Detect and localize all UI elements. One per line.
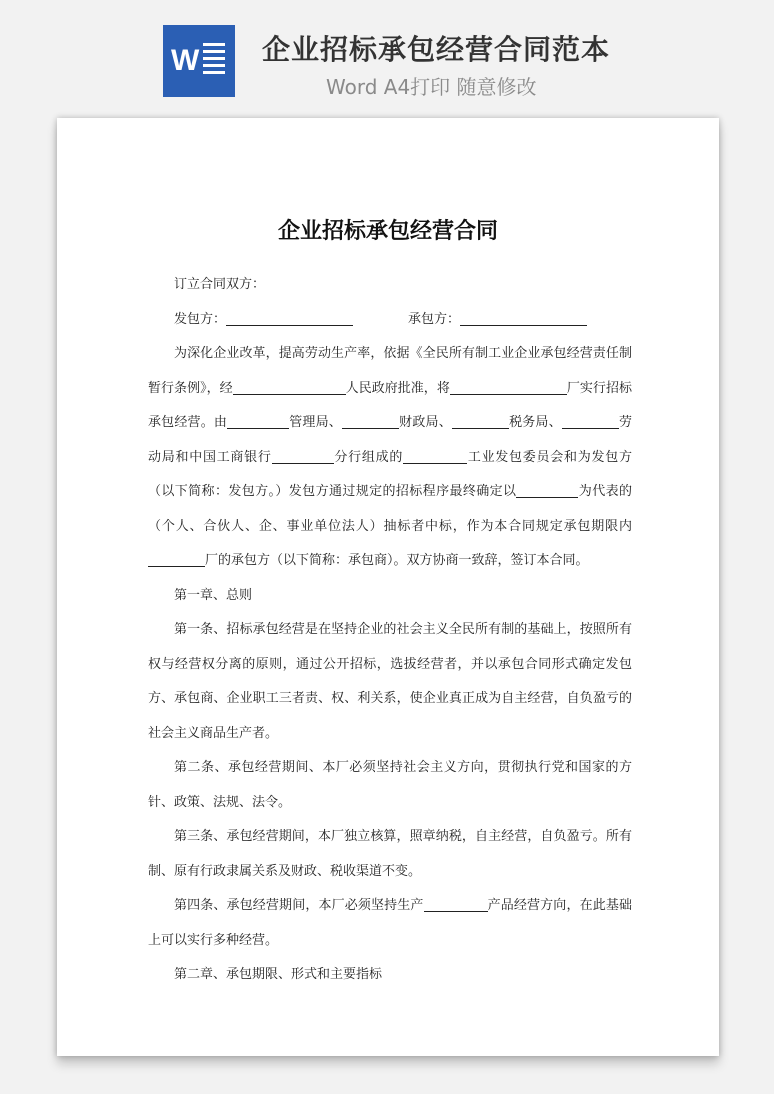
text: 第四条、承包经营期间，本厂必须坚持生产 [174, 898, 424, 913]
text: 产品经营方向，在此基础上可以实行多种经营。 [148, 898, 632, 948]
blank [148, 552, 205, 567]
blank [227, 414, 289, 429]
blank [233, 380, 346, 395]
text: 为深化企业改革，提高劳动生产率，依据《全民所有制工业企业承包经营责任制暂行条例》，经 [148, 346, 632, 396]
blank [562, 414, 619, 429]
text: 管理局、 [289, 415, 342, 430]
article-1: 第一条、招标承包经营是在坚持企业的社会主义全民所有制的基础上，按照所有权与经营权分离的原则，通过公开招标，选拔经营者，并以承包合同形式确定发包方、承包商、企业职工三者责、权、利关系，使企业真正成为自主经营，自负盈亏的社会主义商品生产者。 [148, 622, 632, 741]
header [0, 0, 774, 110]
issuer-field [174, 303, 353, 338]
issuer-label: 发包方： [174, 311, 227, 327]
text: 分行组成的 [333, 449, 404, 465]
parties-label: 订立合同双方： [174, 277, 266, 292]
chapter-2-heading: 第二章、承包期限、形式和主要指标 [174, 967, 383, 982]
blank [342, 414, 399, 429]
word-icon-letter: W [171, 44, 200, 77]
document-title: 企业招标承包经营合同 [277, 219, 498, 244]
document-page [57, 118, 719, 1056]
word-icon-lines [203, 43, 225, 78]
party-row [148, 303, 632, 338]
text: 税务局、 [508, 415, 562, 430]
article-2: 第二条、承包经营期间、本厂必须坚持社会主义方向，贯彻执行党和国家的方针、政策、法规、法令。 [148, 760, 632, 810]
issuer-blank [226, 311, 353, 326]
text: 财政局、 [398, 415, 452, 430]
blank [516, 483, 578, 498]
contractor-label: 承包方： [408, 311, 461, 327]
blank [424, 897, 488, 912]
article-3: 第三条、承包经营期间，本厂独立核算，照章纳税，自主经营，自负盈亏。所有制、原有行政隶属关系及财政、税收渠道不变。 [148, 829, 632, 879]
page-subtitle: Word A4打印 随意修改 [326, 75, 537, 99]
blank [450, 380, 567, 395]
blank [452, 414, 509, 429]
document-body [148, 268, 632, 993]
contractor-field [408, 303, 587, 338]
text: 为代表的（个人、合伙人、企、事业单位法人）抽标者中标，作为本合同规定承包期限内 [148, 484, 632, 534]
chapter-1-heading: 第一章、总则 [174, 587, 253, 603]
blank [403, 449, 467, 464]
text: 工业发包委员会和为发包方（以下简称：发包方。）发包方通过规定的招标程序最终确定以 [148, 449, 632, 499]
text: 人民政府批准，将 [345, 380, 450, 396]
page-title: 企业招标承包经营合同范本 [262, 33, 611, 66]
contractor-blank [460, 311, 587, 326]
blank [272, 449, 334, 464]
text: 厂实行招标承包经营。由 [148, 380, 632, 430]
text: 劳动局和中国工商银行 [148, 415, 632, 465]
article-4 [148, 889, 632, 958]
word-icon [163, 25, 235, 97]
text: 厂的承包方（以下简称：承包商）。双方协商一致辞，签订本合同。 [205, 553, 589, 568]
paragraph-preamble [148, 337, 632, 579]
